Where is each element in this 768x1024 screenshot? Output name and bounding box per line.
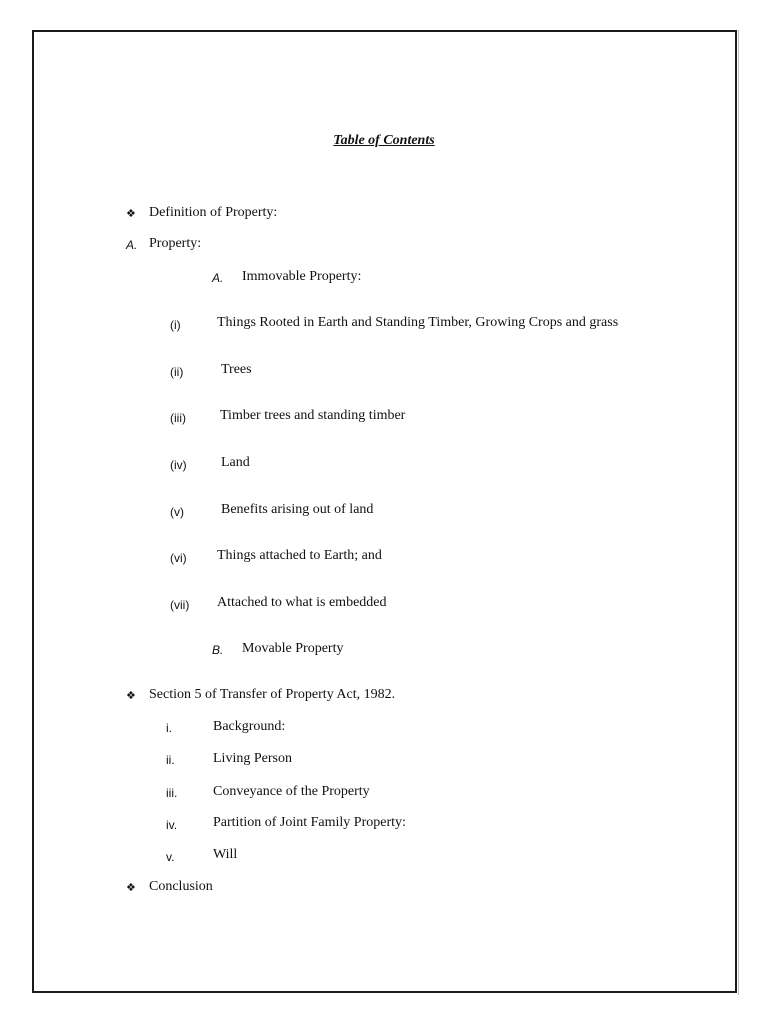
- item-background: Background:: [213, 719, 286, 734]
- item-will: Will: [213, 847, 238, 862]
- item-conveyance: Conveyance of the Property: [213, 784, 370, 799]
- item-marker: v.: [166, 850, 175, 864]
- page-border: [32, 30, 737, 993]
- item-marker: (vii): [170, 598, 190, 612]
- item-living-person: Living Person: [213, 751, 292, 766]
- item-partition: Partition of Joint Family Property:: [213, 815, 406, 830]
- item-land: Land: [221, 455, 250, 470]
- bullet-diamond-icon: ❖: [126, 689, 136, 702]
- item-timber-trees: Timber trees and standing timber: [220, 408, 406, 423]
- item-marker: ii.: [166, 753, 175, 767]
- section-conclusion: Conclusion: [149, 879, 213, 894]
- item-attached-embedded: Attached to what is embedded: [217, 595, 387, 610]
- item-marker: (ii): [170, 365, 184, 379]
- item-marker: (iv): [170, 458, 187, 472]
- item-marker: iv.: [166, 818, 178, 832]
- section-transfer-of-property-act: Section 5 of Transfer of Property Act, 1982.: [149, 687, 396, 702]
- item-trees: Trees: [221, 362, 252, 377]
- item-marker: iii.: [166, 786, 178, 800]
- group-immovable-property: Immovable Property:: [242, 269, 362, 284]
- group-marker: A.: [212, 271, 224, 285]
- item-marker: (iii): [170, 411, 186, 425]
- bullet-diamond-icon: ❖: [126, 881, 136, 894]
- section-definition-of-property: Definition of Property:: [149, 205, 278, 220]
- subsection-marker: A.: [126, 238, 138, 252]
- item-things-attached: Things attached to Earth; and: [217, 548, 382, 563]
- item-marker: i.: [166, 721, 172, 735]
- item-marker: (v): [170, 505, 184, 519]
- bullet-diamond-icon: ❖: [126, 207, 136, 220]
- group-movable-property: Movable Property: [242, 641, 344, 656]
- page-border-shadow: [738, 30, 739, 995]
- item-marker: (i): [170, 318, 181, 332]
- item-marker: (vi): [170, 551, 187, 565]
- toc-title: Table of Contents: [333, 133, 435, 148]
- group-marker: B.: [212, 643, 224, 657]
- item-things-rooted-in-earth: Things Rooted in Earth and Standing Timber, Growing Crops and grass: [217, 315, 619, 330]
- item-benefits-arising: Benefits arising out of land: [221, 502, 374, 517]
- subsection-property: Property:: [149, 236, 202, 251]
